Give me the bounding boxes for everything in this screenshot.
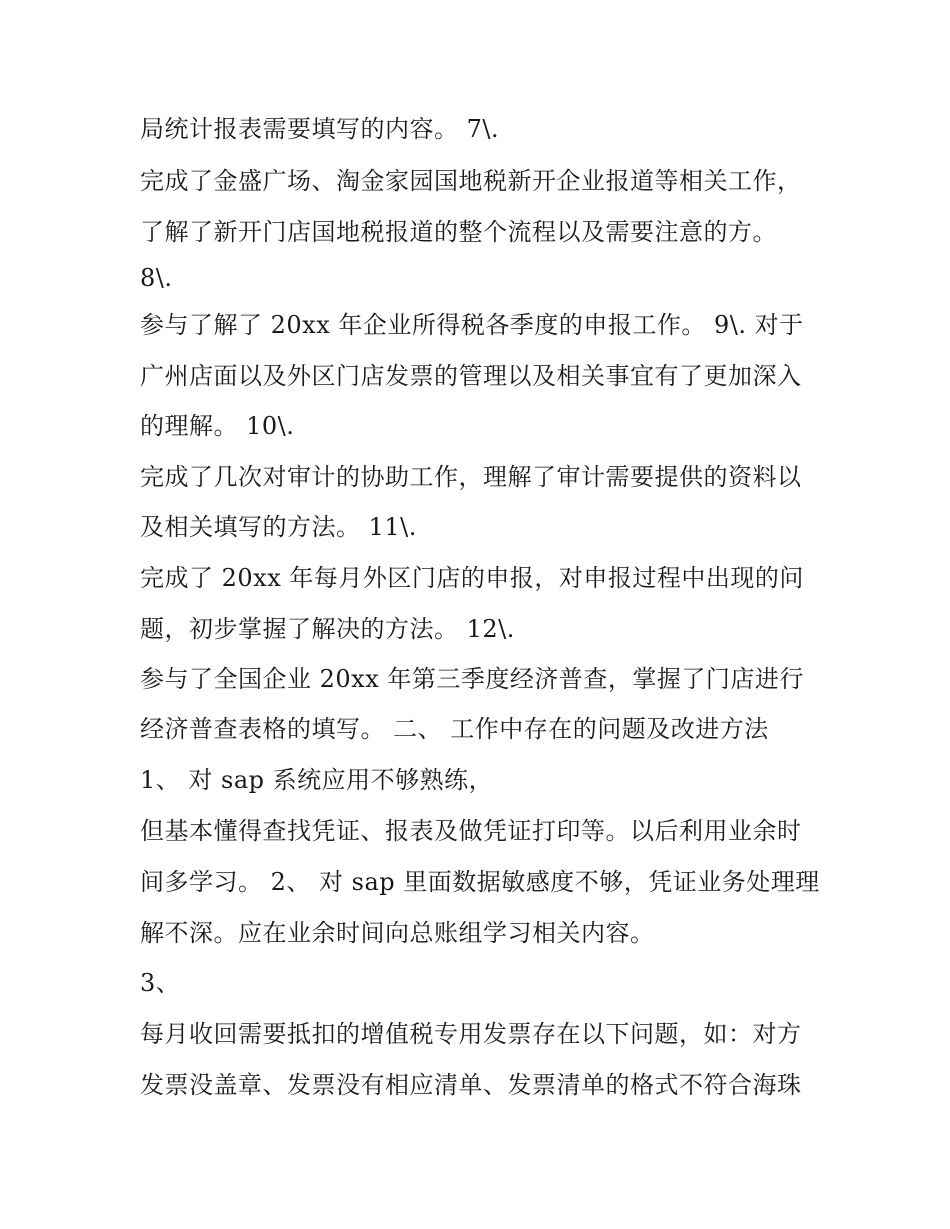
text-line: 题，初步掌握了解决的方法。 12\. [140,615,515,643]
text-line: 参与了解了 20xx 年企业所得税各季度的申报工作。 9\. 对于 [140,311,804,339]
text-line: 完成了 20xx 年每月外区门店的申报，对申报过程中出现的问 [140,564,804,592]
text-line: 完成了几次对审计的协助工作，理解了审计需要提供的资料以 [140,463,802,491]
text-line: 的理解。 10\. [140,412,295,440]
text-line: 广州店面以及外区门店发票的管理以及相关事宜有了更加深入 [140,362,802,390]
text-line: 及相关填写的方法。 11\. [140,513,417,541]
text-line: 完成了金盛广场、淘金家园国地税新开企业报道等相关工作， [140,167,802,195]
text-line: 但基本懂得查找凭证、报表及做凭证打印等。以后利用业余时 [140,817,802,845]
text-line: 3、 [140,969,181,997]
text-line: 参与了全国企业 20xx 年第三季度经济普查，掌握了门店进行 [140,665,804,693]
text-line: 间多学习。 2、 对 sap 里面数据敏感度不够，凭证业务处理理 [140,868,820,896]
text-line: 1、 对 sap 系统应用不够熟练， [140,766,494,794]
text-line: 了解了新开门店国地税报道的整个流程以及需要注意的方。 [140,218,777,246]
text-line: 发票没盖章、发票没有相应清单、发票清单的格式不符合海珠 [140,1071,802,1099]
text-line: 经济普查表格的填写。 二、 工作中存在的问题及改进方法 [140,715,769,743]
text-line: 局统计报表需要填写的内容。 7\. [140,115,500,143]
text-line: 8\. [140,264,173,292]
text-line: 解不深。应在业余时间向总账组学习相关内容。 [140,919,655,947]
text-line: 每月收回需要抵扣的增值税专用发票存在以下问题，如：对方 [140,1020,802,1048]
